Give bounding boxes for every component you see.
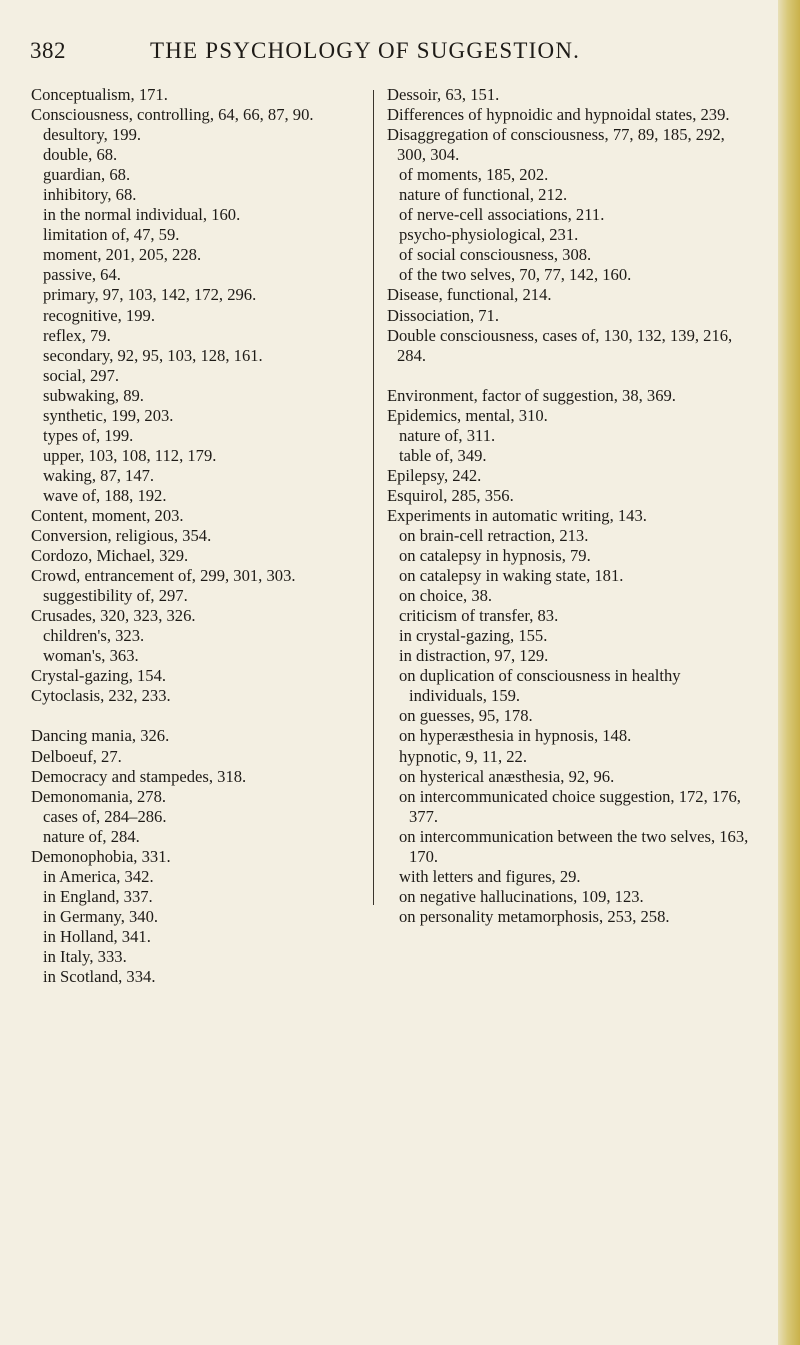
- index-column-left: [31, 85, 371, 987]
- index-entry: Environment, factor of suggestion, 38, 369.: [387, 385, 676, 405]
- index-entry: Double consciousness, cases of, 130, 132, 139, 216, 284.: [387, 325, 733, 365]
- index-subentry: on brain-cell retraction, 213.: [399, 525, 589, 545]
- index-subentry: on guesses, 95, 178.: [399, 706, 533, 726]
- index-entry: Disease, functional, 214.: [387, 285, 552, 305]
- index-subentry: upper, 103, 108, 112, 179.: [43, 445, 217, 465]
- index-entry: Delboeuf, 27.: [31, 746, 122, 766]
- index-subentry: of moments, 185, 202.: [399, 165, 549, 185]
- index-subentry: on personality metamorphosis, 253, 258.: [399, 906, 670, 926]
- index-subentry: reflex, 79.: [43, 325, 111, 345]
- index-subentry: in Italy, 333.: [43, 946, 127, 966]
- index-subentry: types of, 199.: [43, 425, 134, 445]
- index-entry: Cytoclasis, 232, 233.: [31, 686, 171, 706]
- running-head: THE PSYCHOLOGY OF SUGGESTION.: [150, 38, 581, 63]
- index-entry: Epilepsy, 242.: [387, 465, 482, 485]
- index-entry: Consciousness, controlling, 64, 66, 87, 90.: [31, 105, 314, 125]
- index-subentry: suggestibility of, 297.: [43, 586, 188, 606]
- index-entry: Dessoir, 63, 151.: [387, 85, 500, 104]
- index-subentry: primary, 97, 103, 142, 172, 296.: [43, 285, 257, 305]
- index-entry: Demonomania, 278.: [31, 786, 167, 806]
- index-subentry: on intercommunicated choice suggestion, 172, 176, 377.: [399, 786, 741, 826]
- index-subentry: recognitive, 199.: [43, 305, 155, 325]
- index-subentry: in crystal-gazing, 155.: [399, 626, 548, 646]
- index-subentry: synthetic, 199, 203.: [43, 405, 174, 425]
- index-subentry: nature of functional, 212.: [399, 185, 568, 205]
- index-subentry: in the normal individual, 160.: [43, 205, 241, 225]
- index-subentry: on choice, 38.: [399, 586, 493, 606]
- index-subentry: secondary, 92, 95, 103, 128, 161.: [43, 345, 263, 365]
- index-entry: Experiments in automatic writing, 143.: [387, 505, 647, 525]
- letter-section-gap: [387, 366, 752, 386]
- column-divider: [373, 90, 374, 905]
- index-subentry: table of, 349.: [399, 445, 487, 465]
- index-entry: Dancing mania, 326.: [31, 726, 170, 746]
- index-subentry: limitation of, 47, 59.: [43, 225, 180, 245]
- index-subentry: in America, 342.: [43, 866, 154, 886]
- index-subentry: double, 68.: [43, 145, 118, 165]
- page-number: 382: [30, 38, 66, 63]
- index-subentry: of social consciousness, 308.: [399, 245, 592, 265]
- index-subentry: on intercommunication between the two selves, 163, 170.: [399, 826, 749, 866]
- index-subentry: woman's, 363.: [43, 646, 139, 666]
- index-entry: Esquirol, 285, 356.: [387, 485, 514, 505]
- index-entry: Dissociation, 71.: [387, 305, 499, 325]
- letter-section-gap: [31, 706, 371, 726]
- index-subentry: waking, 87, 147.: [43, 465, 155, 485]
- index-subentry: cases of, 284–286.: [43, 806, 167, 826]
- index-subentry: nature of, 311.: [399, 425, 496, 445]
- index-subentry: on negative hallucinations, 109, 123.: [399, 886, 644, 906]
- index-subentry: in Germany, 340.: [43, 906, 159, 926]
- index-subentry: in Scotland, 334.: [43, 967, 156, 987]
- page-header: [30, 38, 750, 68]
- index-subentry: on hyperæsthesia in hypnosis, 148.: [399, 726, 632, 746]
- index-entry: Crystal-gazing, 154.: [31, 666, 167, 686]
- index-subentry: on catalepsy in hypnosis, 79.: [399, 546, 591, 566]
- index-entry: Conversion, religious, 354.: [31, 526, 212, 546]
- index-column-right: [387, 85, 752, 927]
- page-edge: [778, 0, 800, 1345]
- index-entry: Content, moment, 203.: [31, 505, 184, 525]
- index-entry: Crowd, entrancement of, 299, 301, 303.: [31, 566, 296, 586]
- index-subentry: on catalepsy in waking state, 181.: [399, 566, 624, 586]
- index-subentry: of nerve-cell associations, 211.: [399, 205, 605, 225]
- index-subentry: on hysterical anæsthesia, 92, 96.: [399, 766, 615, 786]
- index-subentry: children's, 323.: [43, 626, 145, 646]
- index-subentry: on duplication of consciousness in healthy individuals, 159.: [399, 666, 681, 706]
- index-subentry: in distraction, 97, 129.: [399, 646, 549, 666]
- index-subentry: guardian, 68.: [43, 165, 131, 185]
- index-subentry: passive, 64.: [43, 265, 121, 285]
- index-subentry: wave of, 188, 192.: [43, 485, 167, 505]
- index-subentry: inhibitory, 68.: [43, 185, 137, 205]
- index-entry: Crusades, 320, 323, 326.: [31, 606, 196, 626]
- index-subentry: subwaking, 89.: [43, 385, 144, 405]
- index-subentry: desultory, 199.: [43, 125, 142, 145]
- index-entry: Democracy and stampedes, 318.: [31, 766, 247, 786]
- index-subentry: in England, 337.: [43, 886, 153, 906]
- index-entry: Disaggregation of consciousness, 77, 89, 185, 292, 300, 304.: [387, 125, 725, 165]
- index-entry: Cordozo, Michael, 329.: [31, 546, 189, 566]
- index-entry: Conceptualism, 171.: [31, 85, 168, 104]
- index-entry: Demonophobia, 331.: [31, 846, 171, 866]
- index-subentry: social, 297.: [43, 365, 120, 385]
- index-subentry: hypnotic, 9, 11, 22.: [399, 746, 527, 766]
- index-subentry: criticism of transfer, 83.: [399, 606, 559, 626]
- index-subentry: of the two selves, 70, 77, 142, 160.: [399, 265, 632, 285]
- index-subentry: in Holland, 341.: [43, 926, 151, 946]
- index-subentry: psycho-physiological, 231.: [399, 225, 579, 245]
- index-subentry: nature of, 284.: [43, 826, 140, 846]
- index-entry: Epidemics, mental, 310.: [387, 405, 548, 425]
- index-subentry: with letters and figures, 29.: [399, 866, 581, 886]
- index-subentry: moment, 201, 205, 228.: [43, 245, 202, 265]
- index-entry: Differences of hypnoidic and hypnoidal states, 239.: [387, 105, 730, 125]
